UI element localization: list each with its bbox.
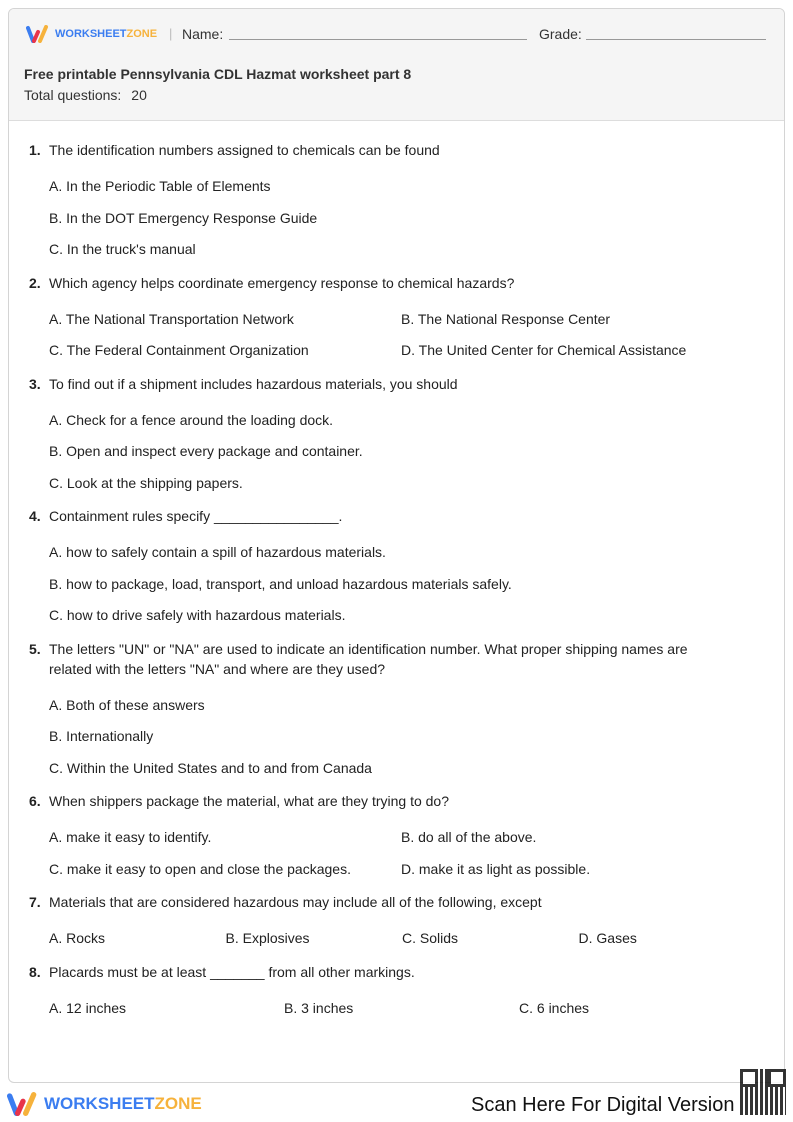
answer-option[interactable]: C. In the truck's manual — [49, 241, 196, 257]
answer-options — [29, 923, 769, 955]
answer-option[interactable]: A. Rocks — [49, 930, 106, 946]
question-text-row — [29, 140, 769, 160]
qr-code-icon[interactable] — [740, 1069, 786, 1115]
answer-option[interactable]: A. 12 inches — [49, 999, 127, 1016]
worksheet-card — [8, 8, 785, 1083]
question-number: 3. — [29, 375, 41, 392]
question-text-row — [29, 892, 769, 912]
answer-option[interactable]: A. In the Periodic Table of Elements — [49, 178, 271, 194]
answer-option[interactable]: C. Solids — [402, 930, 459, 946]
question-number: 2. — [29, 274, 41, 291]
answer-option[interactable]: C. Look at the shipping papers. — [49, 474, 243, 491]
total-questions — [24, 87, 147, 103]
question-text-row — [29, 962, 769, 982]
answer-option[interactable]: C. The Federal Containment Organization — [49, 342, 309, 358]
answer-option[interactable]: B. The National Response Center — [401, 310, 611, 327]
name-label: Name: — [182, 26, 224, 42]
answer-options — [29, 690, 769, 785]
question-item — [29, 374, 769, 500]
question-text-row — [29, 639, 769, 679]
answer-option[interactable]: B. how to package, load, transport, and unload hazardous materials safely. — [49, 575, 512, 592]
question-number: 8. — [29, 963, 41, 980]
question-text-row — [29, 273, 769, 293]
answer-options — [29, 822, 769, 885]
answer-option[interactable]: A. make it easy to identify. — [49, 829, 212, 845]
question-item — [29, 506, 769, 632]
question-text: When shippers package the material, what are they trying to do? — [49, 793, 449, 809]
question-item — [29, 140, 769, 266]
brand-word2: ZONE — [126, 28, 158, 40]
brand-logo — [26, 25, 157, 43]
question-item — [29, 639, 769, 785]
answer-options — [29, 405, 769, 500]
divider: | — [169, 26, 173, 41]
answer-options — [29, 993, 769, 1025]
answer-option[interactable]: C. Within the United States and to and from Canada — [49, 759, 372, 776]
answer-option[interactable]: C. how to drive safely with hazardous materials. — [49, 607, 346, 623]
logo-mark-icon — [7, 1092, 39, 1116]
answer-option[interactable]: A. how to safely contain a spill of hazardous materials. — [49, 544, 386, 560]
question-text: Which agency helps coordinate emergency response to chemical hazards? — [49, 274, 515, 291]
brand-word1: WORKSHEET — [55, 28, 127, 40]
answer-option[interactable]: D. make it as light as possible. — [401, 860, 591, 877]
answer-option[interactable]: A. The National Transportation Network — [49, 310, 294, 327]
scan-text: Scan Here For Digital Version — [471, 1094, 735, 1116]
answer-option[interactable]: B. Internationally — [49, 728, 154, 744]
answer-options — [29, 304, 769, 367]
question-text-row — [29, 506, 769, 526]
question-number: 7. — [29, 894, 41, 910]
question-number: 4. — [29, 508, 41, 524]
answer-option[interactable]: B. 3 inches — [284, 999, 354, 1016]
question-text-row — [29, 374, 769, 394]
question-text: Containment rules specify ________________. — [49, 508, 343, 524]
question-number: 6. — [29, 793, 41, 809]
answer-option[interactable]: B. In the DOT Emergency Response Guide — [49, 209, 318, 226]
question-item — [29, 962, 769, 1025]
question-text: To find out if a shipment includes hazardous materials, you should — [49, 375, 458, 392]
logo-mark-icon — [26, 25, 50, 43]
answer-options — [29, 171, 769, 266]
question-text-row — [29, 791, 769, 811]
answer-option[interactable]: A. Check for a fence around the loading dock. — [49, 411, 334, 428]
total-label: Total questions: — [24, 87, 122, 103]
question-number: 5. — [29, 640, 41, 657]
question-number: 1. — [29, 142, 41, 158]
question-text: Materials that are considered hazardous may include all of the following, except — [49, 894, 542, 910]
worksheet-header — [9, 9, 784, 121]
footer-brand-logo — [7, 1092, 202, 1116]
answer-option[interactable]: C. 6 inches — [519, 999, 590, 1016]
total-value: 20 — [131, 87, 147, 103]
answer-option[interactable]: A. Both of these answers — [49, 696, 205, 713]
answer-option[interactable]: D. The United Center for Chemical Assistance — [401, 342, 687, 358]
answer-options — [29, 537, 769, 632]
grade-label: Grade: — [539, 26, 582, 42]
brand-word1: WORKSHEET — [44, 1094, 155, 1113]
answer-option[interactable]: B. Explosives — [225, 930, 310, 946]
question-item — [29, 892, 769, 955]
question-text: Placards must be at least _______ from all other markings. — [49, 963, 415, 980]
answer-option[interactable]: D. Gases — [578, 930, 637, 946]
question-item — [29, 273, 769, 367]
answer-option[interactable]: B. do all of the above. — [401, 829, 537, 845]
question-text: The letters "UN" or "NA" are used to indicate an identification number. What proper shipping names are related with the letters "NA" and where are they used? — [49, 640, 688, 677]
question-text: The identification numbers assigned to chemicals can be found — [49, 142, 440, 158]
brand-word2: ZONE — [154, 1094, 202, 1113]
question-item — [29, 791, 769, 885]
question-list — [29, 140, 769, 1031]
worksheet-title: Free printable Pennsylvania CDL Hazmat worksheet part 8 — [24, 66, 412, 82]
answer-option[interactable]: C. make it easy to open and close the packages. — [49, 860, 351, 877]
grade-field[interactable] — [586, 39, 766, 40]
answer-option[interactable]: B. Open and inspect every package and container. — [49, 443, 363, 459]
name-field[interactable] — [229, 39, 527, 40]
